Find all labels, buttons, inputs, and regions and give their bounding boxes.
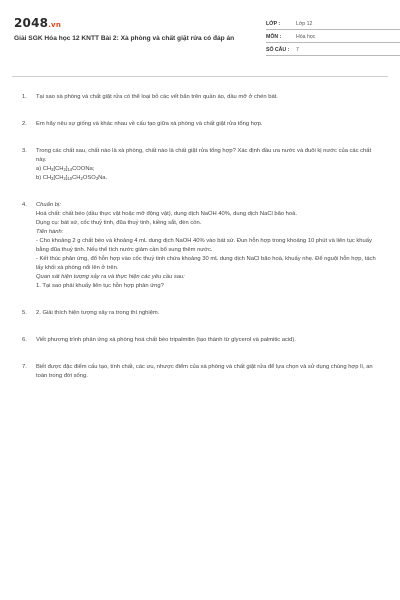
question-number: 2. <box>22 121 27 127</box>
question-text: Tại sao xà phòng và chất giặt rửa có thể loại bỏ các vết bẩn trên quần áo, dầu mỡ ở chén bát. <box>36 94 278 100</box>
meta-info <box>266 17 400 56</box>
question-list <box>14 93 386 381</box>
prep-label: Chuẩn bị: <box>36 202 61 208</box>
meta-key: MÔN : <box>266 34 282 40</box>
question-item <box>14 309 386 318</box>
prep-chemicals: Hoá chất: chất béo (dầu thực vật hoặc mỡ động vật), dung dịch NaOH 40%, dung dịch NaCl bão hoà. <box>36 211 297 217</box>
meta-value: Hóa học <box>296 34 316 40</box>
sub-question-1: 1. Tại sao phải khuấy liên tục hỗn hợp phản ứng? <box>36 283 164 289</box>
question-text: Em hãy nêu sự giống và khác nhau về cấu tạo giữa xà phòng và chất giặt rửa tổng hợp. <box>36 121 263 127</box>
question-item <box>14 201 386 291</box>
meta-count-row <box>266 43 400 56</box>
question-item <box>14 363 386 381</box>
question-number: 1. <box>22 94 27 100</box>
formula-b: b) $CH_3[CH_2]_{10}CH_2OSO_3Na$. <box>36 175 108 181</box>
question-text: Viết phương trình phản ứng xà phòng hoá chất béo tripalmitin (tạo thành từ glycerol và palmitic acid). <box>36 337 296 343</box>
question-number: 7. <box>22 364 27 370</box>
question-text: Trong các chất sau, chất nào là xà phòng, chất nào là chất giặt rửa tổng hợp? Xác định đầu ưa nước và đuôi kị nước của các chất này. <box>36 148 372 163</box>
question-item <box>14 120 386 129</box>
document-title: Giải SGK Hóa học 12 KNTT Bài 2: Xà phòng và chất giặt rửa có đáp án <box>14 35 235 42</box>
question-item <box>14 336 386 345</box>
meta-value: Lớp 12 <box>296 21 313 27</box>
question-number: 4. <box>22 202 27 208</box>
meta-subject-row <box>266 30 400 43</box>
meta-key: LỚP : <box>266 21 281 27</box>
question-text: 2. Giải thích hiện tượng xảy ra trong thí nghiệm. <box>36 310 160 316</box>
meta-key: SỐ CÂU : <box>266 47 290 53</box>
question-number: 6. <box>22 337 27 343</box>
question-item <box>14 93 386 102</box>
header-divider <box>12 76 388 77</box>
step-2: - Kết thúc phản ứng, đổ hỗn hợp vào cốc thuỷ tinh chứa khoảng 30 mL dung dịch NaCl bão hoà, khuấy nhẹ. Để nguội hỗn hợp, tách lấy khối xà phòng nổi lên ở trên. <box>36 256 376 271</box>
question-text: Biết được đặc điểm cấu tạo, tính chất, các ưu, nhược điểm của xà phòng và chất giặt rửa để lựa chọn và sử dụng chúng hợp lí, an toàn trong đời sống. <box>36 364 373 379</box>
observe-label: Quan sát hiện tượng xảy ra và thực hiện các yêu cầu sau: <box>36 274 185 280</box>
step-1: - Cho khoảng 2 g chất béo và khoảng 4 mL dung dịch NaOH 40% vào bát sứ. Đun hỗn hợp trong khoảng 10 phút và liên tục khuấy bằng đũa thuỷ tinh. Nếu thể tích nước giảm cần bổ sung thêm nước. <box>36 238 372 253</box>
document-header <box>14 16 386 76</box>
question-number: 5. <box>22 310 27 316</box>
site-logo[interactable]: 2048.vn <box>14 16 62 30</box>
meta-value: 7 <box>296 47 299 53</box>
meta-class-row <box>266 17 400 30</box>
formula-a: a) $CH_3[CH_2]_{14}COONa$; <box>36 166 95 172</box>
question-number: 3. <box>22 148 27 154</box>
steps-label: Tiến hành: <box>36 229 64 235</box>
question-item <box>14 147 386 183</box>
prep-tools: Dụng cụ: bát sứ, cốc thuỷ tinh, đũa thuỷ tinh, kiềng sắt, đèn cồn. <box>36 220 202 226</box>
